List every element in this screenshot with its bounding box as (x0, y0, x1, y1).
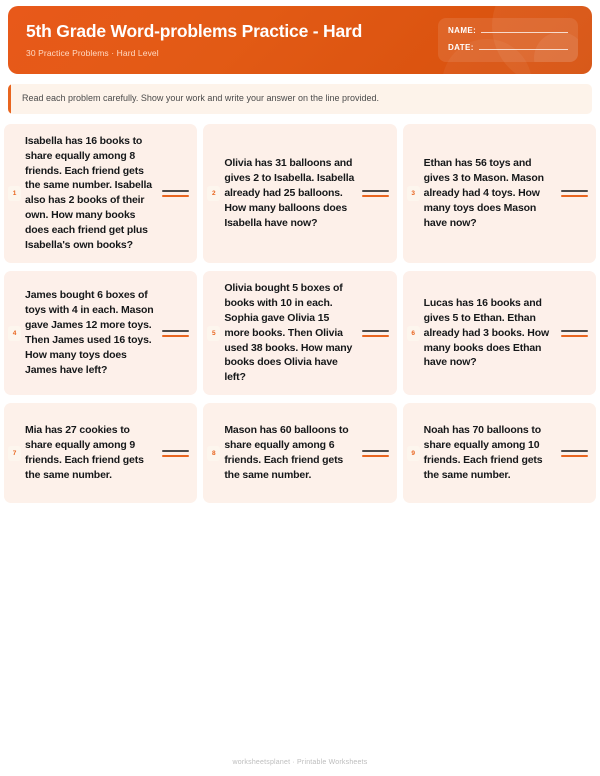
header-text-group (22, 22, 438, 58)
date-field-row[interactable] (448, 43, 568, 52)
answer-line-primary[interactable] (561, 330, 588, 332)
name-field-row[interactable] (448, 26, 568, 35)
problem-number-badge: 3 (407, 186, 420, 201)
problem-text: Olivia has 31 balloons and gives 2 to Isabella. Isabella already had 25 balloons. How many balloons does Isabella have now? (224, 157, 355, 229)
answer-line-accent[interactable] (561, 455, 588, 457)
problem-number-badge: 8 (207, 446, 220, 461)
problem-text: Mason has 60 balloons to share equally among 6 friends. Each friend gets the same number. (224, 424, 349, 482)
answer-line-group[interactable] (162, 330, 189, 337)
name-date-box (438, 18, 578, 62)
name-input-line[interactable] (481, 32, 568, 33)
problem-text: Olivia bought 5 boxes of books with 10 in each. Sophia gave Olivia 15 more books. Then Olivia used 38 books. How many books does Olivia have left? (224, 281, 353, 384)
problem-text: Lucas has 16 books and gives 5 to Ethan. Ethan already had 3 books. How many books does Ethan have now? (423, 296, 550, 369)
problem-number-badge: 9 (407, 446, 420, 461)
answer-line-primary[interactable] (162, 330, 189, 332)
date-field-label: DATE: (448, 43, 474, 52)
problem-number-badge: 5 (207, 326, 220, 341)
problem-card (4, 271, 197, 395)
answer-line-group[interactable] (561, 450, 588, 457)
answer-line-accent[interactable] (561, 335, 588, 337)
date-input-line[interactable] (479, 49, 568, 50)
problem-text: Ethan has 56 toys and gives 3 to Mason. Mason already had 4 toys. How many toys does Mason have now? (423, 157, 544, 229)
problem-card (203, 124, 396, 263)
problem-card (203, 403, 396, 503)
answer-line-accent[interactable] (362, 195, 389, 197)
page-header (8, 6, 592, 74)
problem-card (403, 124, 596, 263)
page-subtitle: 30 Practice Problems · Hard Level (26, 48, 159, 59)
answer-line-group[interactable] (162, 190, 189, 197)
problem-number-badge: 2 (207, 186, 220, 201)
problem-card (203, 271, 396, 395)
problem-card (4, 403, 197, 503)
problem-text: James bought 6 boxes of toys with 4 in each. Mason gave James 12 more toys. Then James used 16 toys. How many toys does James have left? (25, 289, 154, 376)
problem-text: Noah has 70 balloons to share equally among 10 friends. Each friend gets the same number. (423, 424, 543, 482)
problem-text: Isabella has 16 books to share equally among 8 friends. Each friend gets the same number. Isabella also has 2 books of their own. How many books does each friend get plus Isabella's own books? (25, 134, 152, 252)
answer-line-primary[interactable] (362, 190, 389, 192)
answer-line-primary[interactable] (362, 330, 389, 332)
problem-card (403, 403, 596, 503)
answer-line-group[interactable] (162, 450, 189, 457)
problem-card (4, 124, 197, 263)
answer-line-accent[interactable] (561, 195, 588, 197)
answer-line-accent[interactable] (362, 335, 389, 337)
problem-text: Mia has 27 cookies to share equally among 9 friends. Each friend gets the same number. (25, 424, 144, 482)
answer-line-group[interactable] (362, 190, 389, 197)
answer-line-primary[interactable] (362, 450, 389, 452)
problem-number-badge: 4 (8, 326, 21, 341)
answer-line-group[interactable] (561, 190, 588, 197)
answer-line-accent[interactable] (162, 195, 189, 197)
answer-line-group[interactable] (362, 330, 389, 337)
instructions-bar (8, 84, 592, 114)
problems-grid (0, 124, 600, 504)
problem-number-badge: 6 (407, 326, 420, 341)
problem-number-badge: 1 (8, 186, 21, 201)
page-title: 5th Grade Word-problems Practice - Hard (26, 20, 363, 41)
answer-line-group[interactable] (561, 330, 588, 337)
answer-line-primary[interactable] (561, 450, 588, 452)
problem-card (403, 271, 596, 395)
watermark: worksheetsplanet · Printable Worksheets (232, 759, 368, 766)
answer-line-primary[interactable] (162, 190, 189, 192)
problem-number-badge: 7 (8, 446, 21, 461)
answer-line-accent[interactable] (362, 455, 389, 457)
name-field-label: NAME: (448, 26, 477, 35)
answer-line-primary[interactable] (162, 450, 189, 452)
answer-line-accent[interactable] (162, 335, 189, 337)
answer-line-primary[interactable] (561, 190, 588, 192)
answer-line-group[interactable] (362, 450, 389, 457)
instructions-text: Read each problem carefully. Show your work and write your answer on the line provided. (22, 93, 380, 103)
answer-line-accent[interactable] (162, 455, 189, 457)
